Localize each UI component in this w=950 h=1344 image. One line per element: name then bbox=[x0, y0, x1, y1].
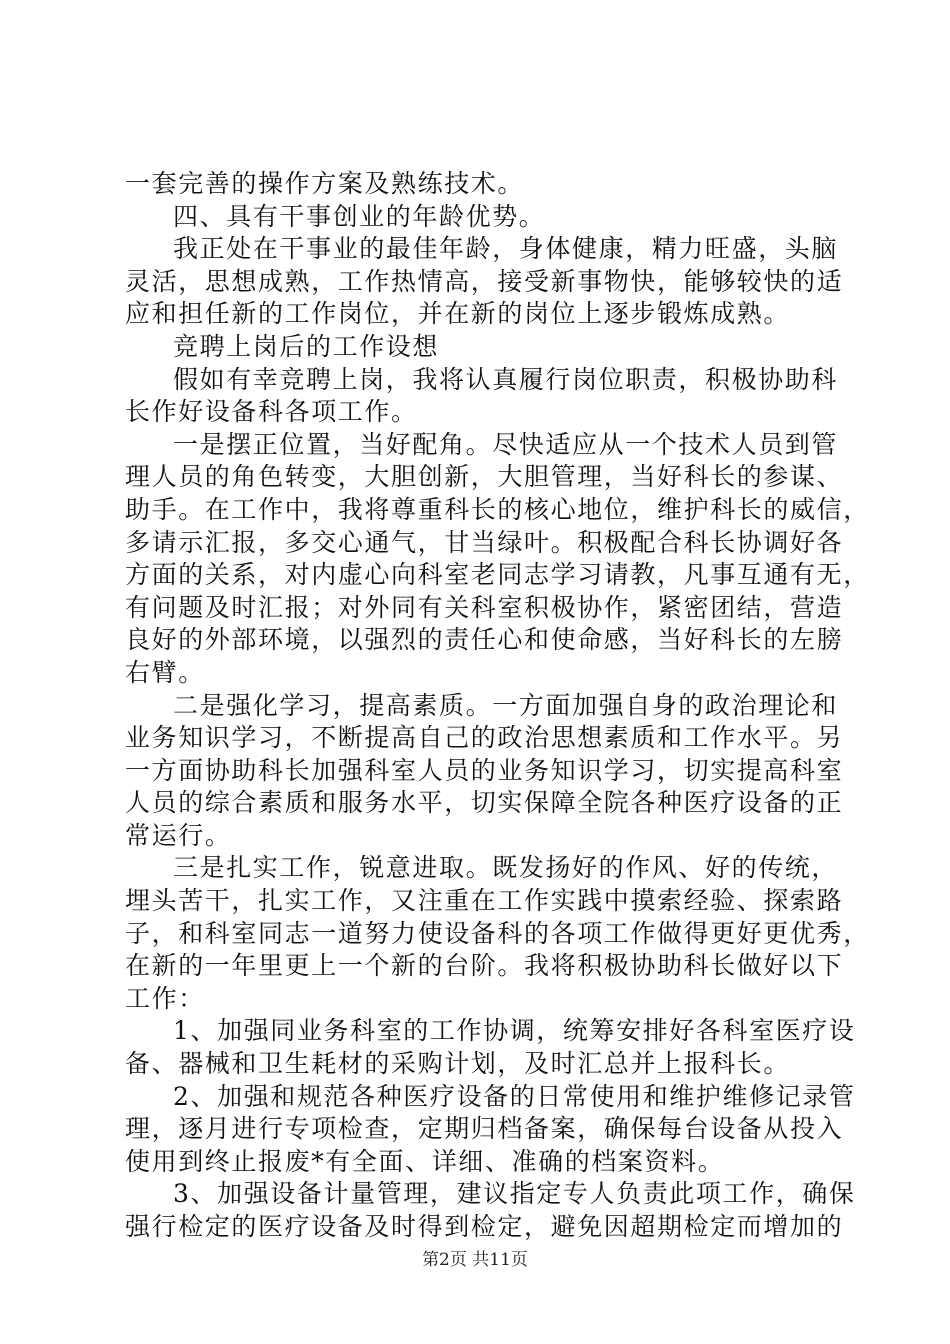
text-line: 理人员的角色转变，大胆创新，大胆管理，当好科长的参谋、 bbox=[125, 462, 844, 492]
text-line: 右臂。 bbox=[125, 657, 205, 687]
text-line: 埋头苦干，扎实工作，又注重在工作实践中摸索经验、探索路 bbox=[125, 886, 844, 916]
text-line: 理，逐月进行专项检查，定期归档备案，确保每台设备从投入 bbox=[125, 1114, 844, 1144]
text-line: 二是强化学习，提高素质。一方面加强自身的政治理论和 bbox=[173, 690, 839, 720]
text-line: 良好的外部环境，以强烈的责任心和使命感，当好科长的左膀 bbox=[125, 625, 844, 655]
document-body bbox=[125, 168, 870, 1244]
text-line: 方面的关系，对内虚心向科室老同志学习请教，凡事互通有无， bbox=[125, 560, 870, 590]
text-line: 一方面协助科长加强科室人员的业务知识学习，切实提高科室 bbox=[125, 755, 844, 785]
text-line: 多请示汇报，多交心通气，甘当绿叶。积极配合科长协调好各 bbox=[125, 527, 844, 557]
text-line: 工作： bbox=[125, 983, 205, 1013]
text-line: 我正处在干事业的最佳年龄，身体健康，精力旺盛，头脑 bbox=[173, 234, 839, 264]
text-line: 一是摆正位置，当好配角。尽快适应从一个技术人员到管 bbox=[173, 429, 839, 459]
text-line: 助手。在工作中，我将尊重科长的核心地位，维护科长的威信， bbox=[125, 494, 870, 524]
text-line: 有问题及时汇报；对外同有关科室积极协作，紧密团结，营造 bbox=[125, 592, 844, 622]
text-line: 三是扎实工作，锐意进取。既发扬好的作风、好的传统， bbox=[173, 853, 839, 883]
text-line: 灵活，思想成熟，工作热情高，接受新事物快，能够较快的适 bbox=[125, 266, 844, 296]
text-line: 四、具有干事创业的年龄优势。 bbox=[173, 201, 546, 231]
page-footer: 第2页 共11页 bbox=[422, 1250, 528, 1270]
text-line: 一套完善的操作方案及熟练技术。 bbox=[125, 169, 525, 198]
text-line: 使用到终止报废*有全面、详细、准确的档案资料。 bbox=[125, 1146, 725, 1176]
text-line: 3、加强设备计量管理，建议指定专人负责此项工作，确保 bbox=[173, 1179, 856, 1209]
text-line: 应和担任新的工作岗位，并在新的岗位上逐步锻炼成熟。 bbox=[125, 299, 791, 329]
text-line: 强行检定的医疗设备及时得到检定，避免因超期检定而增加的 bbox=[125, 1212, 844, 1241]
text-line: 常运行。 bbox=[125, 820, 232, 850]
text-line: 竞聘上岗后的工作设想 bbox=[173, 331, 440, 361]
text-line: 2、加强和规范各种医疗设备的日常使用和维护维修记录管 bbox=[173, 1081, 856, 1111]
text-line: 子，和科室同志一道努力使设备科的各项工作做得更好更优秀， bbox=[125, 918, 870, 948]
text-line: 假如有幸竞聘上岗，我将认真履行岗位职责，积极协助科 bbox=[173, 364, 839, 394]
text-line: 长作好设备科各项工作。 bbox=[125, 397, 418, 427]
text-line: 人员的综合素质和服务水平，切实保障全院各种医疗设备的正 bbox=[125, 788, 844, 818]
text-line: 1、加强同业务科室的工作协调，统筹安排好各科室医疗设 bbox=[173, 1016, 856, 1046]
text-line: 备、器械和卫生耗材的采购计划，及时汇总并上报科长。 bbox=[125, 1049, 791, 1079]
text-line: 业务知识学习，不断提高自己的政治思想素质和工作水平。另 bbox=[125, 723, 844, 753]
text-line: 在新的一年里更上一个新的台阶。我将积极协助科长做好以下 bbox=[125, 951, 844, 981]
